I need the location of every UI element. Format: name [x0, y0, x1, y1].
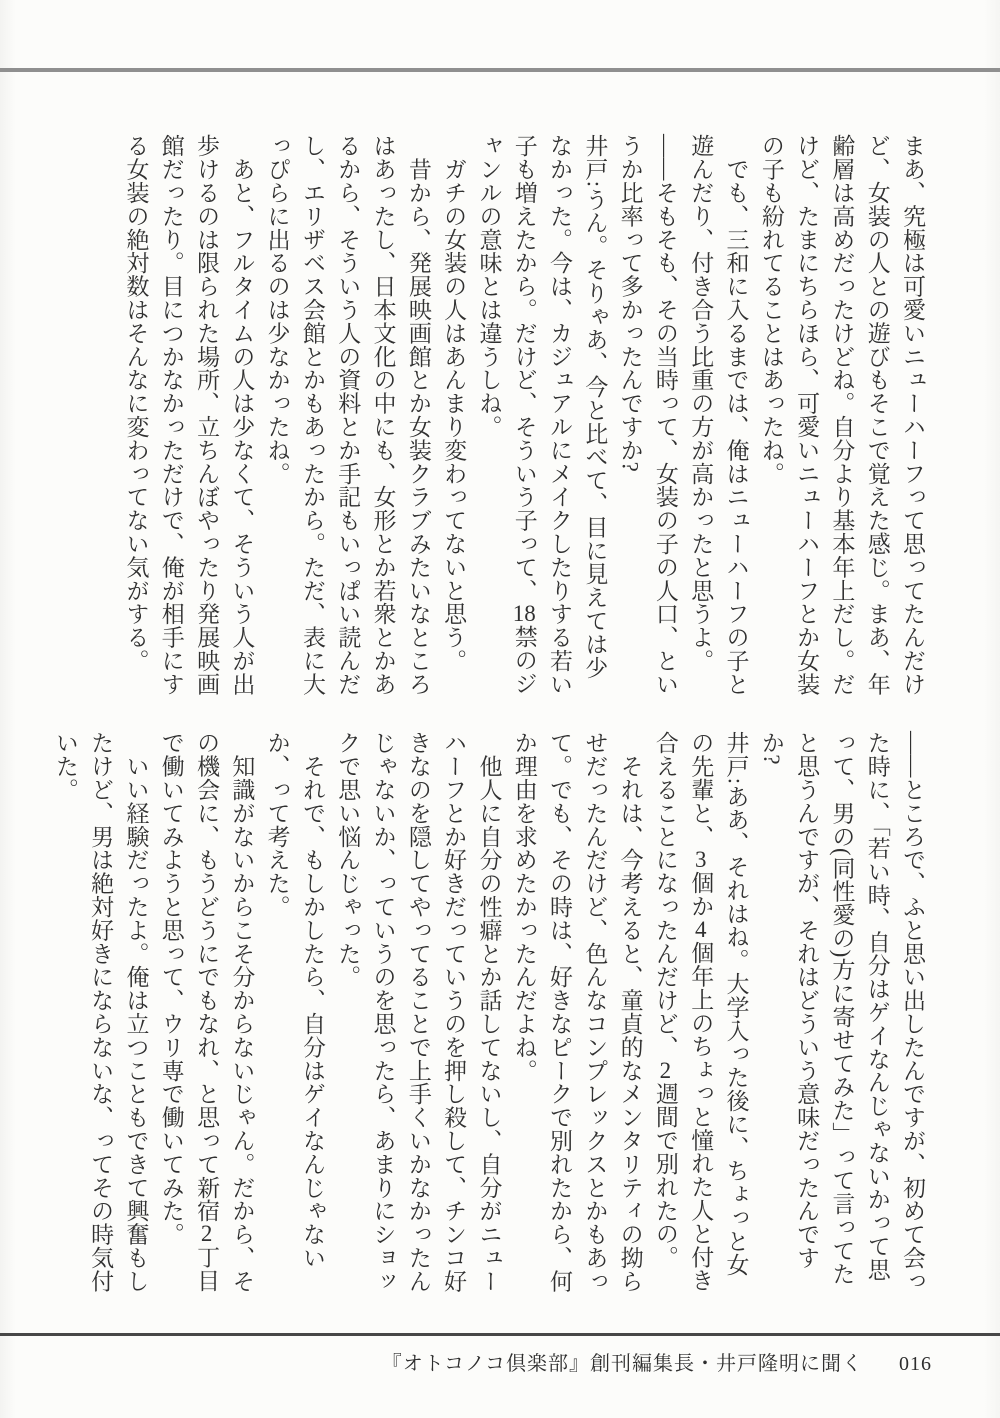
paragraph: でも、三和に入るまでは、俺はニューハーフの子と遊んだり、付き合う比重の方が高かったと思うよ。 — [688, 134, 749, 696]
paragraph: あと、フルタイムの人は少なくて、そういう人が出歩けるのは限られた場所、立ちんぼやったり発展映画館だったり。目につかなかっただけで、俺が相手にする女装の絶対数はそんなに変わってない気がする。 — [123, 134, 255, 696]
paragraph: それは、今考えると、童貞的なメンタリティの拗らせだったんだけど、色んなコンプレックスとかもあって。でも、その時は、好きなピークで別れたから、何か理由を求めたかったんだよね。 — [511, 731, 643, 1293]
interview-text-block-upper — [118, 134, 930, 700]
paragraph: 知識がないからこそ分からないじゃん。だから、その機会に、もうどうにでもなれ、と思って新宿2丁目で働いてみようと思って、ウリ専で働いてみた。 — [158, 731, 255, 1293]
page-number: 016 — [899, 1353, 932, 1375]
paragraph: いい経験だったよ。俺は立つこともできて興奮もしたけど、男は絶対好きにならないな、ってその時気付いた。 — [52, 731, 149, 1293]
paragraph: ――ところで、ふと思い出したんですが、初めて会った時に、「若い時、自分はゲイなんじゃないかって思って、男の(同性愛の)方に寄せてみた」って言ってたと思うんですが、それはどういう意味だったんですか? — [758, 731, 925, 1293]
paragraph: ガチの女装の人はあんまり変わってないと思う。 — [441, 134, 467, 673]
bottom-divider-rule — [0, 1333, 1000, 1336]
page-footer — [382, 1347, 932, 1376]
top-divider-rule — [0, 68, 1000, 72]
paragraph: 井戸:ああ、それはね。大学入った後に、ちょっと女の先輩と、3個か4個年上のちょっと憧れた人と付き合えることになったんだけど、2週間で別れたの。 — [652, 731, 749, 1292]
interview-text-block-lower — [48, 731, 930, 1297]
paragraph: 井戸:うん。そりゃあ、今と比べて、目に見えては少なかった。今は、カジュアルにメイクしたりする若い子も増えたから。だけど、そういう子って、18禁のジャンルの意味とは違うしね。 — [476, 134, 608, 696]
paragraph: まあ、究極は可愛いニューハーフって思ってたんだけど、女装の人との遊びもそこで覚えた感じ。まあ、年齢層は高めだったけどね。自分より基本年上だし。だけど、たまにちらほら、可愛いニューハーフとか女装の子も紛れてることはあったね。 — [758, 134, 925, 696]
paragraph: 他人に自分の性癖とか話してないし、自分がニューハーフとか好きだっていうのを押し殺して、チンコ好きなのを隠してやってることで上手くいかなかったんじゃないか、っていうのを思ったら、あまりにショックで思い悩んじゃった。 — [335, 731, 502, 1293]
footer-running-title: 『オトコノコ倶楽部』創刊編集長・井戸隆明に聞く — [381, 1353, 863, 1375]
paragraph: 昔から、発展映画館とか女装クラブみたいなところはあったし、日本文化の中にも、女形とか若衆とかあるから、そういう人の資料とか手記もいっぱい読んだし、エリザベス会館とかもあったから。ただ、表に大っぴらに出るのは少なかったね。 — [264, 134, 431, 696]
paragraph: それで、もしかしたら、自分はゲイなんじゃないか、って考えた。 — [264, 731, 325, 1270]
paragraph: ――そもそも、その当時って、女装の子の人口、というか比率って多かったんですか? — [617, 134, 678, 696]
